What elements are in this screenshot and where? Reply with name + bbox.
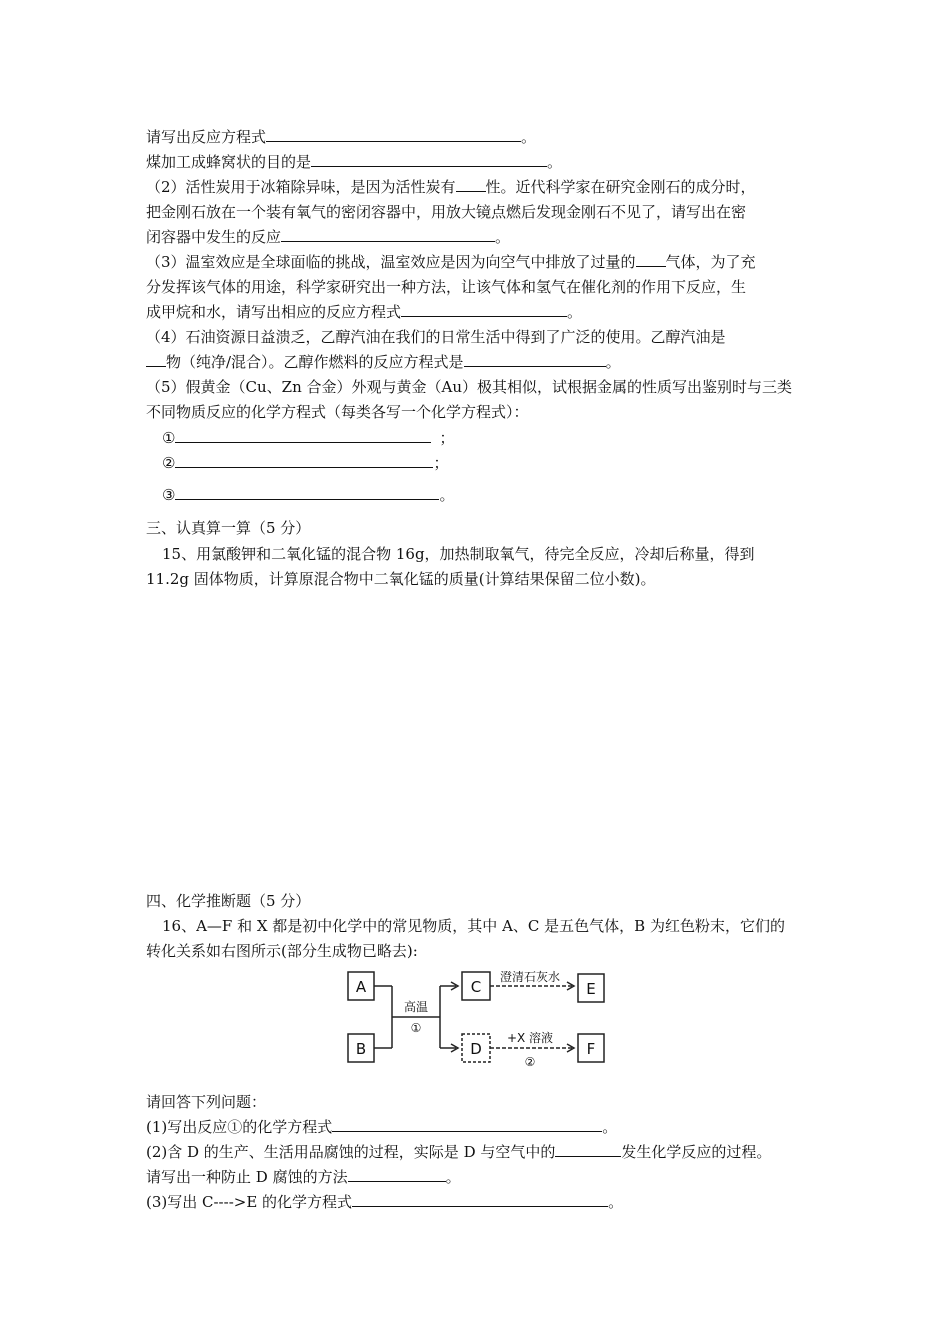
- condition-high-temp: 高温: [403, 1000, 429, 1014]
- text: 16、A—F 和 X 都是初中化学中的常见物质，其中 A、C 是五色气体，B 为红色粉末，它们的: [162, 917, 785, 935]
- label-d: D: [470, 1040, 482, 1058]
- answer-blank[interactable]: [456, 177, 486, 192]
- text: 。: [495, 228, 511, 246]
- line-q5-instructions: [146, 401, 529, 423]
- answer-blank[interactable]: [636, 252, 666, 267]
- reaction-number-1: ①: [410, 1021, 422, 1035]
- conversion-diagram: [340, 966, 616, 1074]
- label-e: E: [586, 980, 596, 998]
- text: 分发挥该气体的用途，科学家研究出一种方法，让该气体和氢气在催化剂的作用下反应，生: [146, 278, 747, 296]
- line-q5-fake-gold: [146, 376, 792, 398]
- text: ③: [162, 486, 176, 504]
- line-q2-diamond: [146, 201, 746, 223]
- text: （5）假黄金（Cu、Zn 合金）外观与黄金（Au）极其相似，试根据金属的性质写出鉴别时与三类: [146, 378, 793, 396]
- text: （2）活性炭用于冰箱除异味，是因为活性炭有: [146, 178, 456, 196]
- text: 成甲烷和水，请写出相应的反应方程式: [146, 303, 402, 321]
- text: 。: [602, 1118, 618, 1136]
- answer-blank[interactable]: [146, 352, 166, 367]
- text: 。: [445, 1168, 461, 1186]
- label-b: B: [355, 1040, 367, 1058]
- text: 四、化学推断题（5 分）: [146, 892, 311, 910]
- text: ①: [162, 429, 176, 447]
- answer-blank[interactable]: [281, 227, 495, 242]
- text: 请写出一种防止 D 腐蚀的方法: [146, 1168, 348, 1186]
- line-q2-activated-carbon: [146, 176, 756, 198]
- label-a: A: [355, 978, 367, 996]
- line-q4-equation: [146, 351, 621, 373]
- answer-blank[interactable]: [348, 1167, 446, 1182]
- line-honeycomb-purpose: [146, 151, 562, 173]
- line-q3-method: [146, 276, 746, 298]
- section-3-heading: [146, 517, 310, 539]
- conversion-diagram-svg: [340, 966, 616, 1074]
- text: 物（纯净/混合）。乙醇作燃料的反应方程式是: [166, 353, 464, 371]
- line-q15-a: [162, 543, 755, 565]
- text: ②: [162, 454, 176, 472]
- text: 11.2g 固体物质，计算原混合物中二氧化锰的质量(计算结果保留二位小数)。: [146, 570, 656, 588]
- label-f: F: [586, 1040, 596, 1058]
- answer-blank[interactable]: [401, 302, 567, 317]
- line-a1: [146, 1116, 617, 1138]
- text: 把金刚石放在一个装有氧气的密闭容器中，用放大镜点燃后发现金刚石不见了，请写出在密: [146, 203, 747, 221]
- line-a3: [146, 1191, 623, 1213]
- text: (3)写出 C---->E 的化学方程式: [146, 1193, 353, 1211]
- text: 转化关系如右图所示(部分生成物已略去):: [146, 942, 418, 960]
- text: 闭容器中发生的反应: [146, 228, 282, 246]
- text: 。: [547, 153, 563, 171]
- text: ；: [433, 454, 449, 472]
- text: 发生化学反应的过程。: [621, 1143, 772, 1161]
- text: 请写出反应方程式: [146, 128, 267, 146]
- section-4-heading: [146, 890, 310, 912]
- answer-blank[interactable]: [352, 1192, 608, 1207]
- line-q3-greenhouse: [146, 251, 756, 273]
- answer-blank[interactable]: [464, 352, 606, 367]
- line-q3-equation: [146, 301, 582, 323]
- line-q4-ethanol: [146, 326, 726, 348]
- text: 。: [567, 303, 583, 321]
- line-answer-2: [162, 452, 448, 474]
- answer-blank[interactable]: [555, 1142, 621, 1157]
- text: 煤加工成蜂窝状的目的是: [146, 153, 312, 171]
- line-q16-a: [162, 915, 785, 937]
- reaction-number-2: ②: [524, 1055, 536, 1069]
- answer-blank[interactable]: [175, 485, 439, 500]
- text: 请回答下列问题：: [146, 1093, 267, 1111]
- text: 不同物质反应的化学方程式（每类各写一个化学方程式）：: [146, 403, 529, 421]
- answer-blank[interactable]: [332, 1117, 602, 1132]
- line-a2-method: [146, 1166, 461, 1188]
- answer-blank[interactable]: [175, 453, 433, 468]
- text: (2)含 D 的生产、生活用品腐蚀的过程，实际是 D 与空气中的: [146, 1143, 556, 1161]
- text: (1)写出反应①的化学方程式: [146, 1118, 333, 1136]
- answer-blank[interactable]: [266, 127, 521, 142]
- line-q16-b: [146, 940, 418, 962]
- text: ；: [439, 429, 455, 447]
- line-reaction-equation: [146, 126, 536, 148]
- answer-blank[interactable]: [175, 428, 431, 443]
- text: 三、认真算一算（5 分）: [146, 519, 311, 537]
- condition-limewater: 澄清石灰水: [499, 970, 561, 984]
- text: 15、用氯酸钾和二氧化锰的混合物 16g，加热制取氧气，待完全反应，冷却后称量，得到: [162, 545, 755, 563]
- line-answer-1: [162, 427, 454, 449]
- text: 。: [439, 486, 455, 504]
- text: 。: [605, 353, 621, 371]
- text: （4）石油资源日益溃乏，乙醇汽油在我们的日常生活中得到了广泛的使用。乙醇汽油是: [146, 328, 726, 346]
- line-answer-3: [162, 484, 454, 506]
- text: 。: [608, 1193, 624, 1211]
- text: 气体，为了充: [665, 253, 756, 271]
- line-answer-prompt: [146, 1091, 266, 1113]
- label-c: C: [470, 978, 482, 996]
- answer-blank[interactable]: [311, 152, 547, 167]
- text: 性。近代科学家在研究金刚石的成分时，: [485, 178, 756, 196]
- line-q15-b: [146, 568, 655, 590]
- line-q2-closed-container: [146, 226, 510, 248]
- text: 。: [521, 128, 537, 146]
- line-a2: [146, 1141, 771, 1163]
- text: （3）温室效应是全球面临的挑战，温室效应是因为向空气中排放了过量的: [146, 253, 636, 271]
- condition-x-solution: +X 溶液: [506, 1031, 554, 1045]
